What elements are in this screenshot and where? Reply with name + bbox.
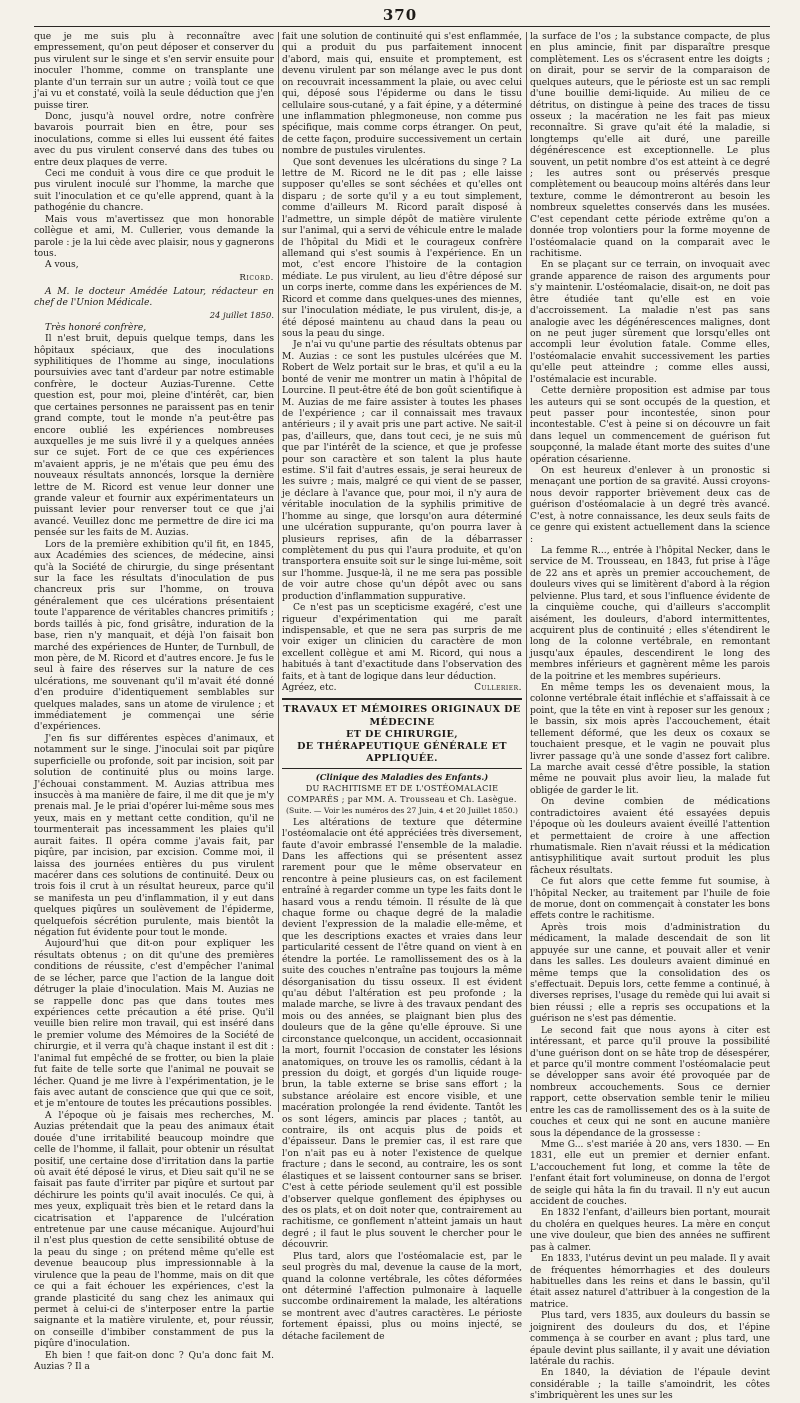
paragraph: On est heureux d'enlever à un pronostic si menaçant une portion de sa gravité. Aussi croyons-nous devoir rapporter brièvement deux cas de guérison d'ostéomalacie à un degré très avancé. C'est, à notre connaissance, les deux seuls faits de ce genre qui existent actuellement dans la science : <box>530 466 770 545</box>
section-heading <box>282 698 522 769</box>
article-suite-note: (Suite. — Voir les numéros des 27 Juin, 4 et 20 Juillet 1850.) <box>286 805 518 815</box>
paragraph: fait une solution de continuité qui s'est enflammée, qui a produit du pus parfaitement innocent d'abord, mais qui, ensuite et promptement, est devenu virulent par son mélange avec le pus dont on recouvrait incessamment la plaie, ou avec celui qui, déposé sous l'épiderme ou dans le tissu cellulaire sous-cutané, y a fait épine, y a déterminé une inflammation phlegmoneuse, non comme pus spécifique, mais comme corps étranger. On peut, de cette façon, produire successivement un certain nombre de pustules virulentes. <box>282 32 522 157</box>
paragraph: Mme G... s'est mariée à 20 ans, vers 1830. — En 1831, elle eut un premier et dernier enfant. L'accouchement fut long, et comme la tête de l'enfant était fort volumineuse, on donna de l'ergot de seigle qui hâta la fin du travail. Il n'y eut aucun accident de couches. <box>530 1139 770 1208</box>
paragraph: Plus tard, vers 1835, aux douleurs du bassin se joignirent des douleurs du dos, et l'épine commença à se courber en avant ; plus tard, une épaule devint plus saillante, il y avait une déviation latérale du rachis. <box>530 1311 770 1367</box>
article-title: DU RACHITISME ET DE L'OSTÉOMALACIE COMPARÉS ; par MM. A. Trousseau et Ch. Lasègue. <box>287 783 517 805</box>
paragraph: Aujourd'hui que dit-on pour expliquer les résultats obtenus ; on dit qu'une des premières conditions de réussite, c'est d'empêcher l'animal de se lécher, parce que l'action de la langue doit détruger la plaie d'inoculation. Mais M. Auzias ne se rappelle donc pas que dans toutes mes expériences cette précaution a été prise. Qu'il veuille bien relire mon travail, qui est inséré dans le premier volume des Mémoires de la Société de chirurgie, et il verra qu'à chaque instant il est dit : l'animal fut empêché de se frotter, ou bien la plaie fut faite de telle sorte que l'animal ne pouvait se lécher. Quand je me livre à l'expérimentation, je le fais avec autant de conscience que qui que ce soit, et je m'entoure de toutes les précautions possibles. <box>34 939 274 1110</box>
paragraph: En 1840, la déviation de l'épaule devint considérable ; la taille s'amoindrit, les côtes s'imbriquèrent les unes sur les <box>530 1368 770 1402</box>
paragraph: On devine combien de médications contradictoires avaient été essayées depuis l'époque où les douleurs avaient éveillé l'attention et permettaient de croire à une affection rhumatismale. Rien n'avait réussi et la médication antisyphilitique avait surtout produit les plus fâcheux résultats. <box>530 797 770 876</box>
section-title-line: TRAVAUX ET MÉMOIRES ORIGINAUX DE MÉDECINE <box>283 704 521 728</box>
paragraph: que je me suis plu à reconnaître avec empressement, qu'on peut déposer et conserver du pus virulent sur le singe et s'en servir ensuite pour inoculer l'homme, comme on transplante une plante d'un terrain sur un autre ; voilà tout ce que j'ai vu et constaté, voilà la seule déduction que j'en puisse tirer. <box>34 32 274 111</box>
paragraph: Cette dernière proposition est admise par tous les auteurs qui se sont occupés de la question, et peut passer pour incontestée, sinon pour incontestable. C'est à peine si on découvre un fait dans lequel un commencement de guérison fut soupçonné, la malade étant morte des suites d'une opération césarienne. <box>530 386 770 465</box>
paragraph: En 1833, l'utérus devint un peu malade. Il y avait de fréquentes hémorrhagies et des douleurs habituelles dans les reins et dans le bassin, qu'il était assez naturel d'attribuer à la congestion de la matrice. <box>530 1254 770 1310</box>
paragraph: En 1832 l'enfant, d'ailleurs bien portant, mourait du choléra en quelques heures. La mère en conçut une vive douleur, que bien des années ne suffirent pas à calmer. <box>530 1208 770 1253</box>
paragraph: Les altérations de texture que détermine l'ostéomalacie ont été appréciées très diversement, faute d'avoir embrassé l'ensemble de la maladie. Dans les affections qui se présentent assez rarement pour que le même observateur en rencontre à peine plusieurs cas, on est facilement entraîné à regarder comme un type les faits dont le hasard vous a rendu témoin. Il résulte de là que chaque forme ou chaque degré de la maladie devient l'expression de la maladie elle-même, et que les descriptions exactes et vraies dans leur particularité cessent de l'être quand on vient à en étendre la portée. Le ramollissement des os à la suite des couches n'entraîne pas toujours la même désorganisation du tissu osseux. Il est évident qu'au début l'altération est peu profonde ; la malade marche, se livre à des travaux pendant des mois ou des années, se plaignant bien plus des douleurs que de la gêne qu'elle éprouve. Si une circonstance quelconque, un accident, occasionnait la mort, fournit l'occasion de constater les lésions anatomiques, on trouve les os ramollis, cédant à la pression du doigt, et gorgés d'un liquide rouge-brun, la table externe se brise sans effort ; la substance aréolaire est encore visible, et une macération prolongée la rend évidente. Tantôt les os sont légers, amincis par places ; tantôt, au contraire, ils ont acquis plus de poids et d'épaisseur. Dans le premier cas, il est rare que l'on n'ait pas eu à noter l'existence de quelque fracture ; dans le second, au contraire, les os sont élastiques et se laissent contourner sans se briser. C'est à cette période seulement qu'il est possible d'observer quelque gonflement des épiphyses ou des os plats, et on doit noter que, contrairement au rachitisme, ce gonflement n'atteint jamais un haut degré ; il faut le plus souvent le chercher pour le découvrir. <box>282 817 522 1251</box>
paragraph: Il n'est bruit, depuis quelque temps, dans les hôpitaux spéciaux, que des inoculations syphilitiques de l'homme au singe, inoculations poursuivies avec tant d'ardeur par notre estimable confrère, le docteur Auzias-Turenne. Cette question est, pour moi, pleine d'intérêt, car, bien que certaines personnes ne paraissent pas en tenir grand compte, tout le monde n'a peut-être pas encore oublié les expériences nombreuses auxquelles je me suis livré il y a quelques années sur ce sujet. Fort de ce que ces expériences m'avaient appris, je ne m'étais que peu ému des nouveaux résultats annoncés, lorsque la dernière lettre de M. Ricord est venue leur donner une grande valeur et fournir aux expérimentateurs un puissant levier pour renverser tout ce que j'ai avancé. Veuillez donc me permettre de dire ici ma pensée sur les faits de M. Auzias. <box>34 334 274 539</box>
paragraph: Après trois mois d'administration du médicament, la malade descendait de son lit appuyée sur une canne, et pouvait aller et venir dans les salles. Les douleurs avaient diminué en même temps que la consolidation des os s'effectuait. Depuis lors, cette femme a continué, à diverses reprises, l'usage du remède qui lui avait si bien réussi ; elle a repris ses occupations et la guérison ne s'est pas démentie. <box>530 922 770 1025</box>
paragraph: J'en fis sur différentes espèces d'animaux, et notamment sur le singe. J'inoculai soit par piqûre superficielle ou profonde, soit par incision, soit par solution de continuité plus ou moins large. J'échouai constamment. M. Auzias attribua mes insuccès à ma manière de faire, il me dit que je m'y prenais mal. Je le priai d'opérer lui-même sous mes yeux, mais en y mettant cette condition, qu'il ne tourmenterait pas incessamment les plaies qu'il aurait faites. Il opéra comme j'avais fait, par piqûre, par incision, par excision. Comme moi, il laissa des journées entières du pus virulent macérer dans ces solutions de continuité. Deux ou trois fois il crut à un résultat heureux, parce qu'il se manifesta un peu d'inflammation, il y eut dans quelques piqûres un soulèvement de l'épiderme, quelquefois sécrétion purulente, mais bientôt la négation fut évidente pour tout le monde. <box>34 733 274 939</box>
paragraph: A l'époque où je faisais mes recherches, M. Auzias prétendait que la peau des animaux était douée d'une irritabilité beaucoup moindre que celle de l'homme, il fallait, pour obtenir un résultat positif, une certaine dose d'irritation dans la partie où avait été déposé le virus, et Dieu sait qu'il ne se faisait pas faute d'irriter par piqûre et surtout par déchirure les points qu'il avait inoculés. Ce qui, à mes yeux, expliquait très bien et le retard dans la cicatrisation et l'apparence de l'ulcération entretenue par une cause mécanique. Aujourd'hui il n'est plus question de cette sensibilité obtuse de la peau du singe ; on prétend même qu'elle est devenue beaucoup plus impressionnable à la virulence que la peau de l'homme, mais on dit que ce qui a fait échouer les expériences, c'est la grande plasticité du sang chez les animaux qui permet à celui-ci de s'interposer entre la partie saignante et la matière virulente, et, pour réussir, on conseille d'imbiber constamment de pus la piqûre d'inoculation. <box>34 1110 274 1350</box>
rubric: (Clinique des Maladies des Enfants.) <box>315 772 489 783</box>
paragraph: En même temps les os devenaient mous, la colonne vertébrale était infléchie et s'affaissait à ce point, que la tête en vint à reposer sur les genoux ; le bassin, six mois après l'accouchement, était tellement déformé, que les deux os coxaux se touchaient presque, et le vagin ne pouvait plus livrer passage qu'à une sonde d'assez fort calibre. La marche avait cessé d'être possible, la station même ne pouvait plus avoir lieu, la malade fut obligée de garder le lit. <box>530 683 770 796</box>
paragraph: A vous, <box>45 260 79 271</box>
closing: Agréez, etc. <box>282 683 337 694</box>
page-columns <box>34 32 770 1402</box>
header-rule <box>34 26 770 27</box>
dateline: 24 juillet 1850. <box>209 309 274 320</box>
paragraph: Ceci me conduit à vous dire ce que produit le pus virulent inoculé sur l'homme, la marche que suit l'inoculation et ce qu'elle apprend, quant à la pathogénie du chancre. <box>34 169 274 214</box>
signature-ricord: Ricord. <box>239 272 274 283</box>
page-number: 370 <box>382 6 418 24</box>
letter-heading: A M. le docteur Amédée Latour, rédacteur en chef de l'Union Médicale. <box>34 286 274 309</box>
salutation: Très honoré confrère, <box>45 322 147 333</box>
paragraph: Je n'ai vu qu'une partie des résultats obtenus par M. Auzias : ce sont les pustules ulcérées que M. Robert de Welz portait sur le bras, et qu'il a eu la bonté de venir me montrer un matin à l'hôpital de Lourcine. Il peut-être été de bon goût scientifique à M. Auzias de me faire assister à toutes les phases de l'expérience ; car il connaissait mes travaux antérieurs ; il y avait pris une part active. Ne sait-il pas, d'ailleurs, que, dans tout ceci, je ne suis mû que par l'intérêt de la science, et que je professe pour son caractère et son talent la plus haute estime. S'il fait d'autres essais, je serai heureux de les suivre ; mais, malgré ce qui vient de se passer, je déclare à l'avance que, pour moi, il n'y aura de véritable inoculation de la syphilis primitive de l'homme au singe, que lorsqu'on aura déterminé une ulcération suppurante, qu'on pourra laver à plusieurs reprises, afin de la débarrasser complètement du pus qui l'aura produite, et qu'on transportera ensuite soit sur le singe lui-même, soit sur l'homme. Jusque-là, il ne me sera pas possible de voir autre chose qu'un dépôt avec ou sans production d'inflammation suppurative. <box>282 340 523 602</box>
paragraph: Lors de la première exhibition qu'il fit, en 1845, aux Académies des sciences, de médecine, ainsi qu'à la Société de chirurgie, du singe présentant sur la face les résultats d'inoculation de pus chancreux pris sur l'homme, on trouva généralement que ces ulcérations présentaient toute l'apparence de véritables chancres primitifs ; bords taillés à pic, fond grisâtre, induration de la base, rien n'y manquait, et déjà l'on faisait bon marché des expériences de Hunter, de Turnbull, de mon père, de M. Ricord et d'autres encore. Je fus le seul à faire des réserves sur la nature de ces ulcérations, me souvenant qu'il m'avait été donné d'en produire d'identiquement semblables sur quelques malades, sans un atome de virulence ; et immédiatement je commençai une série d'expériences. <box>34 539 274 733</box>
paragraph: Eh bien ! que fait-on donc ? Qu'a donc fait M. Auzias ? Il a <box>34 1350 274 1373</box>
paragraph: Mais vous m'avertissez que mon honorable collègue et ami, M. Cullerier, vous demande la parole : je la lui cède avec plaisir, nous y gagnerons tous. <box>34 214 274 260</box>
section-title-line: DE THÉRAPEUTIQUE GÉNÉRALE ET APPLIQUÉE. <box>297 741 507 765</box>
paragraph: Plus tard, alors que l'ostéomalacie est, par le seul progrès du mal, devenue la cause de la mort, quand la colonne vertébrale, les côtes déformées ont déterminé l'affection pulmonaire à laquelle succombe ordinairement la malade, les altérations se montrent avec d'autres caractères. Le périoste fortement épaissi, plus ou moins injecté, se détache facilement de <box>282 1251 522 1342</box>
paragraph: Que sont devenues les ulcérations du singe ? La lettre de M. Ricord ne le dit pas ; elle laisse supposer qu'elles se sont séchées et qu'elles ont disparu ; de sorte qu'il y a eu tout simplement, comme d'ailleurs M. Ricord paraît disposé à l'admettre, un simple dépôt de matière virulente sur l'animal, qui a servi de véhicule entre le malade de l'hôpital du Midi et le courageux confrère allemand qui s'est soumis à l'expérience. En un mot, c'est encore l'histoire de la contagion médiate. Le pus virulent, au lieu d'être déposé sur un corps inerte, comme dans les expériences de M. Ricord et comme dans quelques-unes des miennes, sur l'inoculation médiate, le pus virulent, dis-je, a été déposé maintenu au chaud dans la peau ou sous la peau du singe. <box>282 157 522 339</box>
paragraph: En se plaçant sur ce terrain, on invoquait avec grande apparence de raison des arguments pour s'y maintenir. L'ostéomalacie, disait-on, ne doit pas être étudiée tant qu'elle est en voie d'accroissement. La maladie n'est pas sans analogie avec les dégénérescences malignes, dont on ne peut juger sûrement que lorsqu'elles ont accompli leur évolution fatale. Comme elles, l'ostéomalacie envahit successivement les parties qu'elle peut atteindre ; comme elles aussi, l'ostémalacie est incurable. <box>530 260 770 385</box>
paragraph: Ce n'est pas un scepticisme exagéré, c'est une rigueur d'expérimentation qui me paraît indispensable, et que ne sera pas surpris de me voir exiger un clinicien du caractère de mon excellent collègue et ami M. Ricord, qui nous a habitués à tant d'exactitude dans l'observation des faits, et à tant de logique dans leur déduction. <box>282 603 522 682</box>
closing-row <box>282 683 522 694</box>
paragraph: Ce fut alors que cette femme fut soumise, à l'hôpital Necker, au traitement par l'huile de foie de morue, dont on commençait à constater les bons effets contre le rachitisme. <box>530 877 770 922</box>
column-1 <box>34 32 274 1373</box>
paragraph: la surface de l'os ; la substance compacte, de plus en plus amincie, finit par disparaître presque complètement. Les os s'écrasent entre les doigts ; on dirait, pour se servir de la comparaison de quelques auteurs, que le périoste est un sac rempli d'une bouillie demi-liquide. Au milieu de ce détritus, on distingue à peine des traces de tissu osseux ; la macération ne les fait pas mieux reconnaître. Si grave qu'ait été la maladie, si longtemps qu'elle ait duré, une pareille dégénérescence est exceptionnelle. Le plus souvent, un petit nombre d'os est atteint à ce degré ; les autres sont ou préservés presque complètement ou beaucoup moins altérés dans leur texture, comme le démontreront au besoin les nombreux squelettes conservés dans les musées. C'est cependant cette période extrême qu'on a donnée trop volontiers pour la forme moyenne de l'ostéomalacie quand on la comparait avec le rachitisme. <box>530 32 770 260</box>
column-2 <box>282 32 523 1342</box>
section-title-line: ET DE CHIRURGIE, <box>346 728 458 740</box>
paragraph: Le second fait que nous ayons à citer est intéressant, et parce qu'il prouve la possibilité d'une guérison dont on se hâte trop de désespérer, et parce qu'il montre comment l'ostéomalacie peut se développer sans avoir été provoquée par de nombreux accouchements. Sous ce dernier rapport, cette observation semble tenir le milieu entre les cas de ramollissement des os à la suite de couches et ceux qui ne sont en aucune manière sous la dépendance de la grossesse : <box>530 1025 770 1139</box>
paragraph: La femme R..., entrée à l'hôpital Necker, dans le service de M. Trousseau, en 1843, fut prise à l'âge de 22 ans et après un premier accouchement, de douleurs vives qui se limitèrent d'abord à la région pelvienne. Plus tard, et sous l'influence évidente de la cinquième couche, qui d'ailleurs s'accomplit aisément, les douleurs, d'abord intermittentes, acquirent plus de continuité ; elles s'étendirent le long de la colonne vertébrale, en remontant jusqu'aux épaules, descendirent le long des membres inférieurs et gagnèrent même les parois de la poitrine et les membres supérieurs. <box>530 545 770 682</box>
column-3 <box>530 32 770 1402</box>
signature-cullerier: Cullerier. <box>474 683 522 694</box>
paragraph: Donc, jusqu'à nouvel ordre, notre confrère bavarois pourrait bien en être, pour ses inoculations, comme si elles lui eussent été faites avec du pus virulent conservé dans des tubes ou entre deux plaques de verre. <box>34 111 274 168</box>
